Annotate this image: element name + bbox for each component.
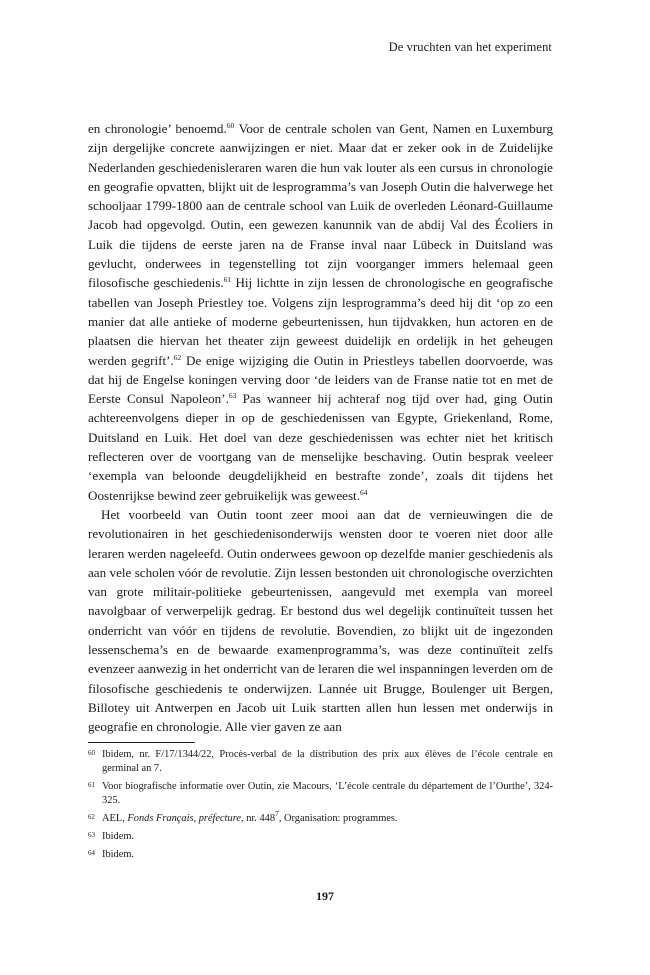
text-run: Voor de centrale scholen van Gent, Namen en Luxemburg zijn dergelijke concrete aanwijzingen er niet. Maar dat er zeker ook in de Zuidelijke Nederlanden geschiedenisleraren waren die hun vak louter als een cursus in chronologie en geografie opvatten, blijkt uit de lesprogramma’s van Joseph Outin die halverwege het schooljaar 1799-1800 aan de centrale school van Luik de overleden Léonard-Guillaume Jacob had opgevolgd. Outin, een gewezen kanunnik van de abdij Val des Écoliers in Luik die tijdens de eerste jaren na de Franse inval naar Lübeck in Duitsland was gevlucht, onderwees in tegenstelling tot zijn voorganger immers helemaal geen filosofische geschiedenis. xyxy=(88,121,553,291)
footnote-number: 62 xyxy=(88,813,95,821)
footnote-text: Ibidem, nr. F/17/1344/22, Procès-verbal de la distribution des prix aux élèves de l’école centrale en germinal an 7. xyxy=(102,749,553,774)
footnote-rule xyxy=(88,742,195,743)
running-head: De vruchten van het experiment xyxy=(388,40,552,54)
page-number: 197 xyxy=(316,889,334,903)
text-run: Pas wanneer hij achteraf nog tijd over had, ging Outin achtereenvolgens dieper in op de geschiedenissen van Egypte, Griekenland, Rome, Duitsland en Luik. Het doel van deze geschiedenissen was echter niet het kritisch reflecteren over de voortgang van de menselijke beschaving. Outin besprak veeleer ‘exempla van beloonde deugdelijkheid en bestrafte zonde’, zoals dit tijdens het Oostenrijkse bewind zeer gebruikelijk was geweest. xyxy=(88,391,553,503)
footnote-text: Ibidem. xyxy=(102,849,135,860)
footnote-ref-61[interactable]: 61 xyxy=(223,275,232,285)
text-run: AEL, xyxy=(102,813,128,824)
footnote-ref-62[interactable]: 62 xyxy=(173,352,182,362)
body-text xyxy=(88,119,553,737)
paragraph-1 xyxy=(88,119,553,505)
footnote-ref-64[interactable]: 64 xyxy=(359,487,368,497)
footnote-text: Voor biografische informatie over Outin, zie Macours, ‘L’école centrale du département de l’Ourthe’, 324-325. xyxy=(102,781,553,806)
footnote-number: 60 xyxy=(88,749,95,757)
footnotes xyxy=(88,748,553,866)
footnote-60 xyxy=(88,748,553,776)
footnote-number: 63 xyxy=(88,831,95,839)
footnote-62 xyxy=(88,809,553,826)
footnote-number: 61 xyxy=(88,781,95,789)
text-run: De enige wijziging die Outin in Priestleys tabellen doorvoerde, was dat hij de Engelse koningen verving door ‘de leiders van de Franse natie tot en met de Eerste Consul Napoleon’. xyxy=(88,352,554,407)
italic-title: Fonds Français, préfecture, xyxy=(127,813,244,824)
text-run: , Organisation: programmes. xyxy=(278,813,398,824)
paragraph-2: Het voorbeeld van Outin toont zeer mooi aan dat de vernieuwingen die de revolutionairen in het geschiedenisonderwijs wensten door te voeren niet door alle leraren werden nageleefd. Outin onderwees gewoon op dezelfde manier geschiedenis als aan vele scholen vóór de revolutie. Zijn lessen bestonden uit chronologische overzichten van grote militair-politieke gebeurtenissen, aangevuld met exempla van moreel navolgbaar of verwerpelijk gedrag. Er bestond dus wel degelijk continuïteit tussen het onderricht van vóór en tijdens de revolutie. Bovendien, zo blijkt uit de ingezonden lessenschema’s en de bewaarde examenprogramma’s, was deze continuïteit zelfs evenzeer aanwezig in het onderricht van de leraren die wel inspanningen leverden om de filosofische geschiedenis te onderwijzen. Lannée uit Brugge, Boulenger uit Bergen, Billotey uit Antwerpen en Jacob uit Luik startten allen hun lessen met onderwijs in geografie en chronologie. Alle vier gaven ze aan xyxy=(88,506,553,735)
superscript: 7 xyxy=(275,809,279,818)
footnote-63 xyxy=(88,830,553,844)
footnote-61 xyxy=(88,780,553,808)
footnote-ref-60[interactable]: 60 xyxy=(226,121,235,130)
footnote-number: 64 xyxy=(88,849,95,857)
text-run: Hij lichtte in zijn lessen de chronologische en geografische tabellen van Joseph Priestley toe. Volgens zijn lesprogramma’s deed hij dit ‘op zo een manier dat alle antieke of moderne gebeurtenissen, hun tijdvakken, hun actoren en de plaatsen die hiervan het theater zijn geweest duidelijk en ordelijk in het geheugen werden gegrift’. xyxy=(88,275,553,368)
footnote-text: Ibidem. xyxy=(102,831,135,842)
text-run: nr. 448 xyxy=(243,813,276,824)
footnote-64 xyxy=(88,848,553,862)
text-run: en chronologie’ benoemd. xyxy=(88,121,227,136)
footnote-ref-63[interactable]: 63 xyxy=(228,391,237,401)
footnote-text xyxy=(102,809,553,826)
